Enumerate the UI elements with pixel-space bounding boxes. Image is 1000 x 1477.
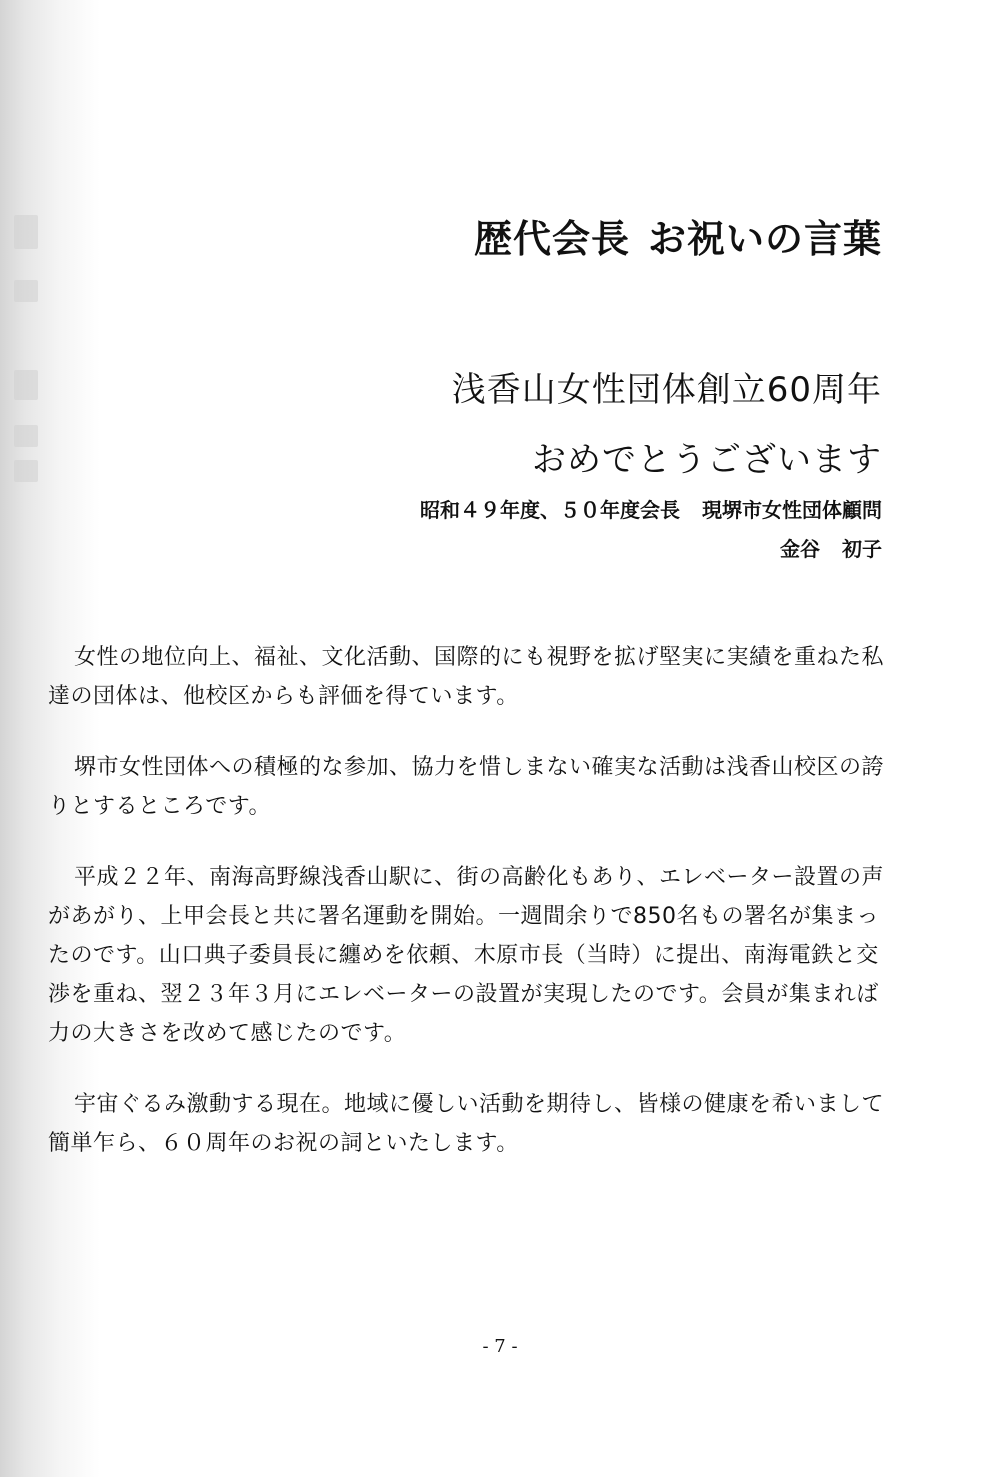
page-number: - 7 - <box>482 1336 518 1357</box>
bleed-through-mark <box>14 370 38 400</box>
headline-line-2: おめでとうございます <box>532 440 882 480</box>
headline-line-1: 浅香山女性団体創立60周年 <box>451 370 882 410</box>
paragraph-text: 堺市女性団体への積極的な参加、協力を惜しまない確実な活動は浅香山校区の誇りとするところです。 <box>48 755 885 819</box>
title-part-2: お祝いの言葉 <box>647 217 882 261</box>
title-part-1: 歴代会長 <box>473 217 630 261</box>
bleed-through-mark <box>14 280 38 302</box>
author-name <box>780 533 882 562</box>
paragraph-text: 宇宙ぐるみ激動する現在。地域に優しい活動を期待し、皆様の健康を希いまして簡単乍ら、６０周年のお祝の詞といたします。 <box>48 1092 885 1156</box>
bleed-through-mark <box>14 460 38 482</box>
author-role-left: 昭和４９年度、５０年度会長 <box>420 498 680 522</box>
body-paragraph <box>48 748 888 826</box>
page-title <box>474 208 882 263</box>
author-role <box>420 494 882 523</box>
author-role-right: 現堺市女性団体顧問 <box>702 498 882 522</box>
author-given-name: 初子 <box>842 537 882 561</box>
body-paragraph <box>48 1085 888 1163</box>
paragraph-text: 平成２２年、南海高野線浅香山駅に、街の高齢化もあり、エレベーター設置の声があがり、上甲会長と共に署名運動を開始。一週間余りで850名もの署名が集まったのです。山口典子委員長に纏めを依頼、木原市長（当時）に提出、南海電鉄と交渉を重ね、翌２３年３月にエレベーターの設置が実現したのです。会員が集まれば力の大きさを改めて感じたのです。 <box>48 865 885 1046</box>
bleed-through-mark <box>14 215 38 249</box>
body-paragraph <box>48 858 888 1053</box>
body-paragraph <box>48 638 888 716</box>
bleed-through-mark <box>14 425 38 447</box>
author-family-name: 金谷 <box>780 537 820 561</box>
paragraph-text: 女性の地位向上、福祉、文化活動、国際的にも視野を拡げ堅実に実績を重ねた私達の団体は、他校区からも評価を得ています。 <box>48 645 885 709</box>
